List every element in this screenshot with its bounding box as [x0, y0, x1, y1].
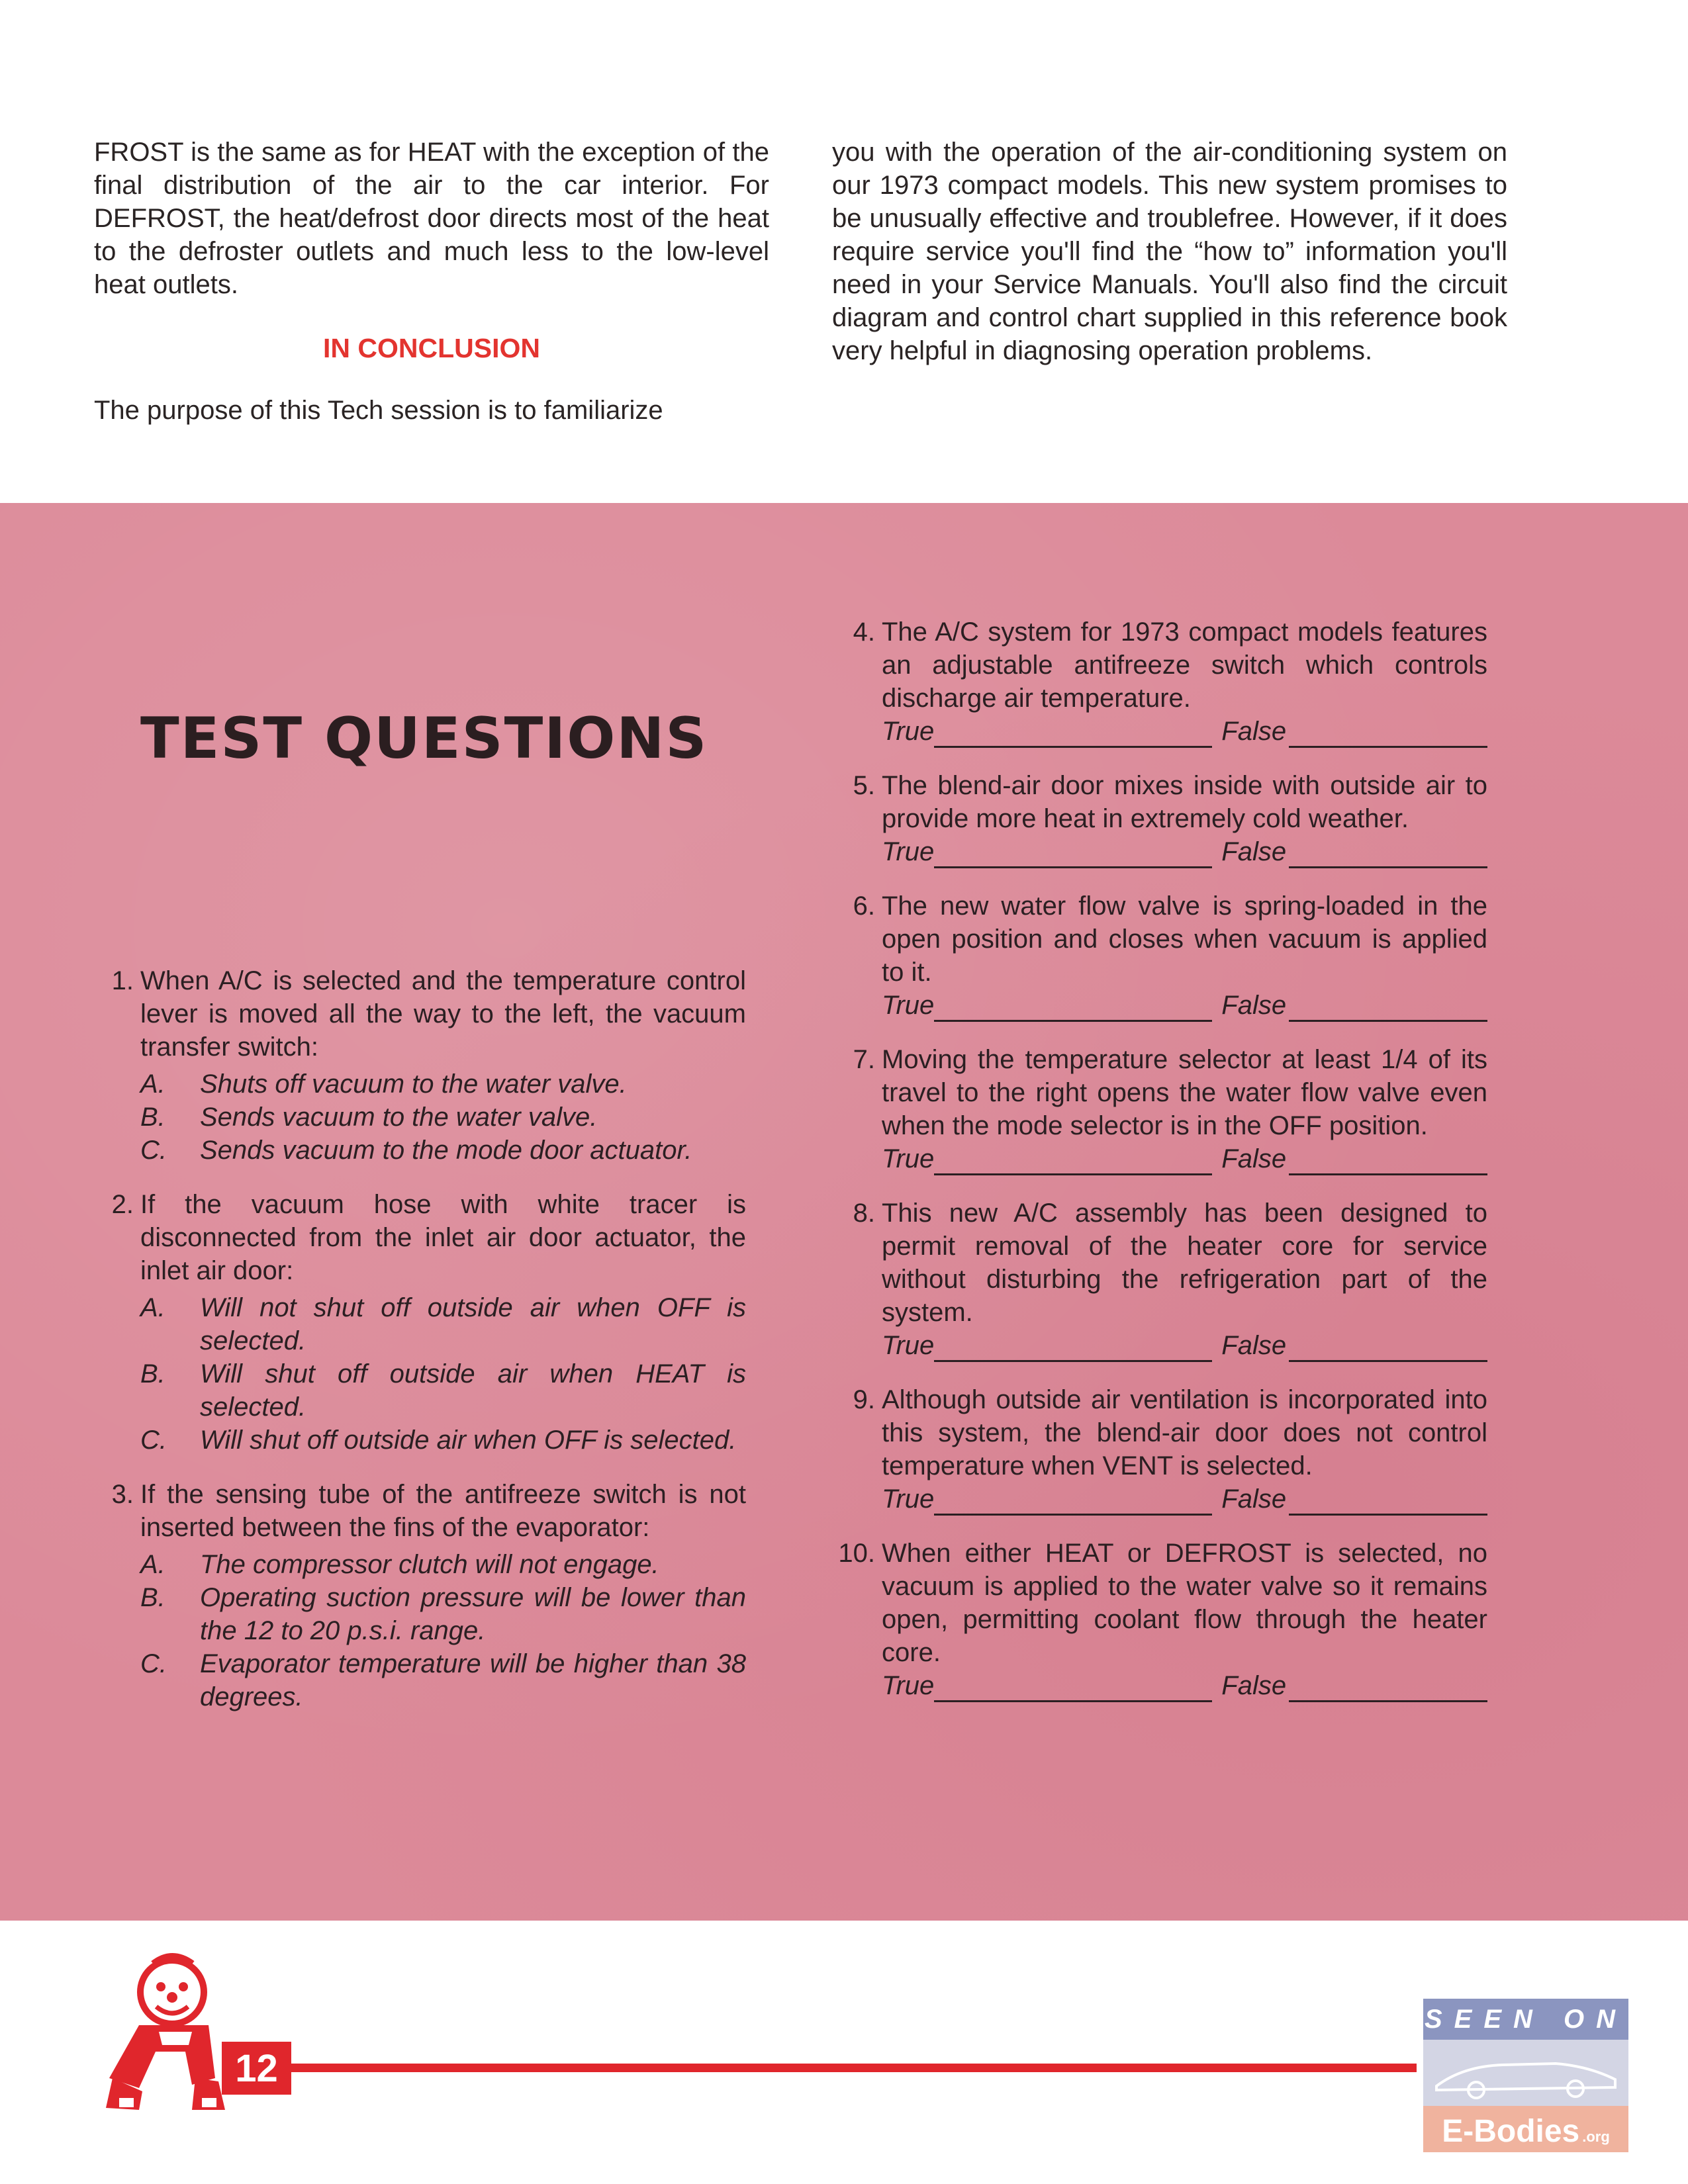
- answer-option: [140, 1134, 746, 1167]
- answer-option: [140, 1068, 746, 1101]
- question-number: 7.: [853, 1045, 875, 1074]
- false-answer-blank[interactable]: [1289, 996, 1487, 1022]
- true-false-answer: [882, 715, 1487, 748]
- option-letter: C.: [140, 1136, 167, 1165]
- question-item: [835, 769, 1487, 868]
- question-number: 5.: [853, 771, 875, 800]
- option-text: The compressor clutch will not engage.: [200, 1550, 659, 1579]
- false-label: False: [1221, 1331, 1287, 1360]
- footer-rule: [291, 2064, 1417, 2072]
- option-text: Will shut off outside air when HEAT is selected.: [200, 1359, 746, 1422]
- false-answer-blank[interactable]: [1289, 1336, 1487, 1362]
- false-label: False: [1221, 717, 1287, 746]
- multiple-choice-column: [94, 964, 746, 1735]
- answer-options: [140, 1291, 746, 1457]
- false-answer-blank[interactable]: [1289, 722, 1487, 748]
- option-text: Sends vacuum to the water valve.: [200, 1103, 598, 1132]
- question-item: [835, 1383, 1487, 1516]
- true-answer-blank[interactable]: [934, 722, 1212, 748]
- watermark-top-text: SEEN ON: [1423, 1999, 1628, 2040]
- true-label: True: [882, 1144, 935, 1173]
- answer-options: [140, 1068, 746, 1167]
- question-item: [835, 1537, 1487, 1702]
- question-item: [835, 889, 1487, 1022]
- answer-option: [140, 1647, 746, 1713]
- true-false-answer: [882, 989, 1487, 1022]
- answer-option: [140, 1424, 746, 1457]
- true-label: True: [882, 1331, 935, 1360]
- test-questions-title: TEST QUESTIONS: [140, 705, 708, 772]
- option-text: Sends vacuum to the mode door actuator.: [200, 1136, 692, 1165]
- question-text: Although outside air ventilation is incorporated into this system, the blend-air door does not control temperature when VENT is selected.: [882, 1385, 1487, 1480]
- question-item: [94, 1478, 746, 1713]
- option-letter: A.: [140, 1293, 165, 1322]
- question-item: [835, 1043, 1487, 1175]
- watermark-logo: [1423, 1999, 1628, 2151]
- question-text: When either HEAT or DEFROST is selected, no vacuum is applied to the water valve so it remains open, permitting coolant flow through the heater core.: [882, 1539, 1487, 1667]
- question-text: The new water flow valve is spring-loaded in the open position and closes when vacuum is applied to it.: [882, 891, 1487, 987]
- answer-option: [140, 1357, 746, 1424]
- option-letter: A.: [140, 1550, 165, 1579]
- page-number: 12: [222, 2042, 291, 2095]
- true-false-answer: [882, 1329, 1487, 1362]
- watermark-suffix: .org: [1582, 2128, 1610, 2145]
- true-answer-blank[interactable]: [934, 1150, 1212, 1175]
- false-label: False: [1221, 1671, 1287, 1700]
- question-number: 1.: [111, 966, 134, 995]
- option-letter: C.: [140, 1649, 167, 1678]
- false-label: False: [1221, 1144, 1287, 1173]
- option-text: Evaporator temperature will be higher than 38 degrees.: [200, 1649, 746, 1711]
- intro-left-column: [94, 136, 769, 427]
- option-letter: B.: [140, 1103, 165, 1132]
- false-label: False: [1221, 1484, 1287, 1514]
- answer-option: [140, 1548, 746, 1581]
- option-text: Will shut off outside air when OFF is selected.: [200, 1426, 737, 1455]
- question-text: This new A/C assembly has been designed to permit removal of the heater core for service without disturbing the refrigeration part of the system.: [882, 1199, 1487, 1327]
- false-answer-blank[interactable]: [1289, 1490, 1487, 1516]
- false-answer-blank[interactable]: [1289, 1150, 1487, 1175]
- true-answer-blank[interactable]: [934, 1490, 1212, 1516]
- question-item: [94, 964, 746, 1167]
- question-number: 4.: [853, 617, 875, 647]
- answer-options: [140, 1548, 746, 1713]
- question-text: If the vacuum hose with white tracer is disconnected from the inlet air door actuator, the inlet air door:: [140, 1190, 746, 1285]
- true-false-answer: [882, 1482, 1487, 1516]
- question-item: [835, 1197, 1487, 1362]
- true-label: True: [882, 1484, 935, 1514]
- answer-option: [140, 1101, 746, 1134]
- option-text: Shuts off vacuum to the water valve.: [200, 1069, 627, 1099]
- car-silhouette-icon: [1423, 2040, 1628, 2106]
- question-number: 9.: [853, 1385, 875, 1414]
- true-false-answer: [882, 835, 1487, 868]
- intro-right-column: [832, 136, 1507, 367]
- option-letter: C.: [140, 1426, 167, 1455]
- question-text: Moving the temperature selector at least 1/4 of its travel to the right opens the water flow valve even when the mode selector is in the OFF position.: [882, 1045, 1487, 1140]
- conclusion-start: The purpose of this Tech session is to familiarize: [94, 396, 663, 425]
- true-false-column: [835, 615, 1487, 1723]
- answer-option: [140, 1291, 746, 1357]
- option-text: Operating suction pressure will be lower than the 12 to 20 p.s.i. range.: [200, 1583, 746, 1645]
- question-item: [94, 1188, 746, 1457]
- true-label: True: [882, 837, 935, 866]
- false-label: False: [1221, 837, 1287, 866]
- question-text: When A/C is selected and the temperature control lever is moved all the way to the left, the vacuum transfer switch:: [140, 966, 746, 1062]
- option-letter: B.: [140, 1583, 165, 1612]
- false-answer-blank[interactable]: [1289, 842, 1487, 868]
- question-number: 8.: [853, 1199, 875, 1228]
- conclusion-heading: IN CONCLUSION: [323, 333, 540, 363]
- option-text: Will not shut off outside air when OFF is selected.: [200, 1293, 746, 1355]
- question-item: [835, 615, 1487, 748]
- intro-right-paragraph: you with the operation of the air-conditioning system on our 1973 compact models. This new system promises to be unusually effective and troublefree. However, if it does require service you'll find the “how to” information you'll need in your Service Manuals. You'll also find the circuit diagram and control chart supplied in this reference book very helpful in diagnosing operation problems.: [832, 138, 1507, 365]
- true-answer-blank[interactable]: [934, 1336, 1212, 1362]
- true-label: True: [882, 991, 935, 1020]
- true-label: True: [882, 1671, 935, 1700]
- question-number: 3.: [111, 1480, 134, 1509]
- question-number: 10.: [838, 1539, 875, 1568]
- true-answer-blank[interactable]: [934, 996, 1212, 1022]
- question-number: 6.: [853, 891, 875, 921]
- true-false-answer: [882, 1142, 1487, 1175]
- option-letter: A.: [140, 1069, 165, 1099]
- intro-left-paragraph: FROST is the same as for HEAT with the exception of the final distribution of the air to the car interior. For DEFROST, the heat/defrost door directs most of the heat to the defroster outlets and much less to the low-level heat outlets.: [94, 138, 769, 299]
- option-letter: B.: [140, 1359, 165, 1388]
- true-answer-blank[interactable]: [934, 1676, 1212, 1702]
- question-number: 2.: [111, 1190, 134, 1219]
- true-answer-blank[interactable]: [934, 842, 1212, 868]
- question-text: The A/C system for 1973 compact models features an adjustable antifreeze switch which controls discharge air temperature.: [882, 617, 1487, 713]
- false-label: False: [1221, 991, 1287, 1020]
- answer-option: [140, 1581, 746, 1647]
- false-answer-blank[interactable]: [1289, 1676, 1487, 1702]
- question-text: If the sensing tube of the antifreeze switch is not inserted between the fins of the evaporator:: [140, 1480, 746, 1542]
- true-label: True: [882, 717, 935, 746]
- watermark-brand-text: E-Bodies: [1442, 2114, 1580, 2149]
- true-false-answer: [882, 1669, 1487, 1702]
- question-text: The blend-air door mixes inside with outside air to provide more heat in extremely cold weather.: [882, 771, 1487, 833]
- watermark-brand: [1423, 2106, 1628, 2152]
